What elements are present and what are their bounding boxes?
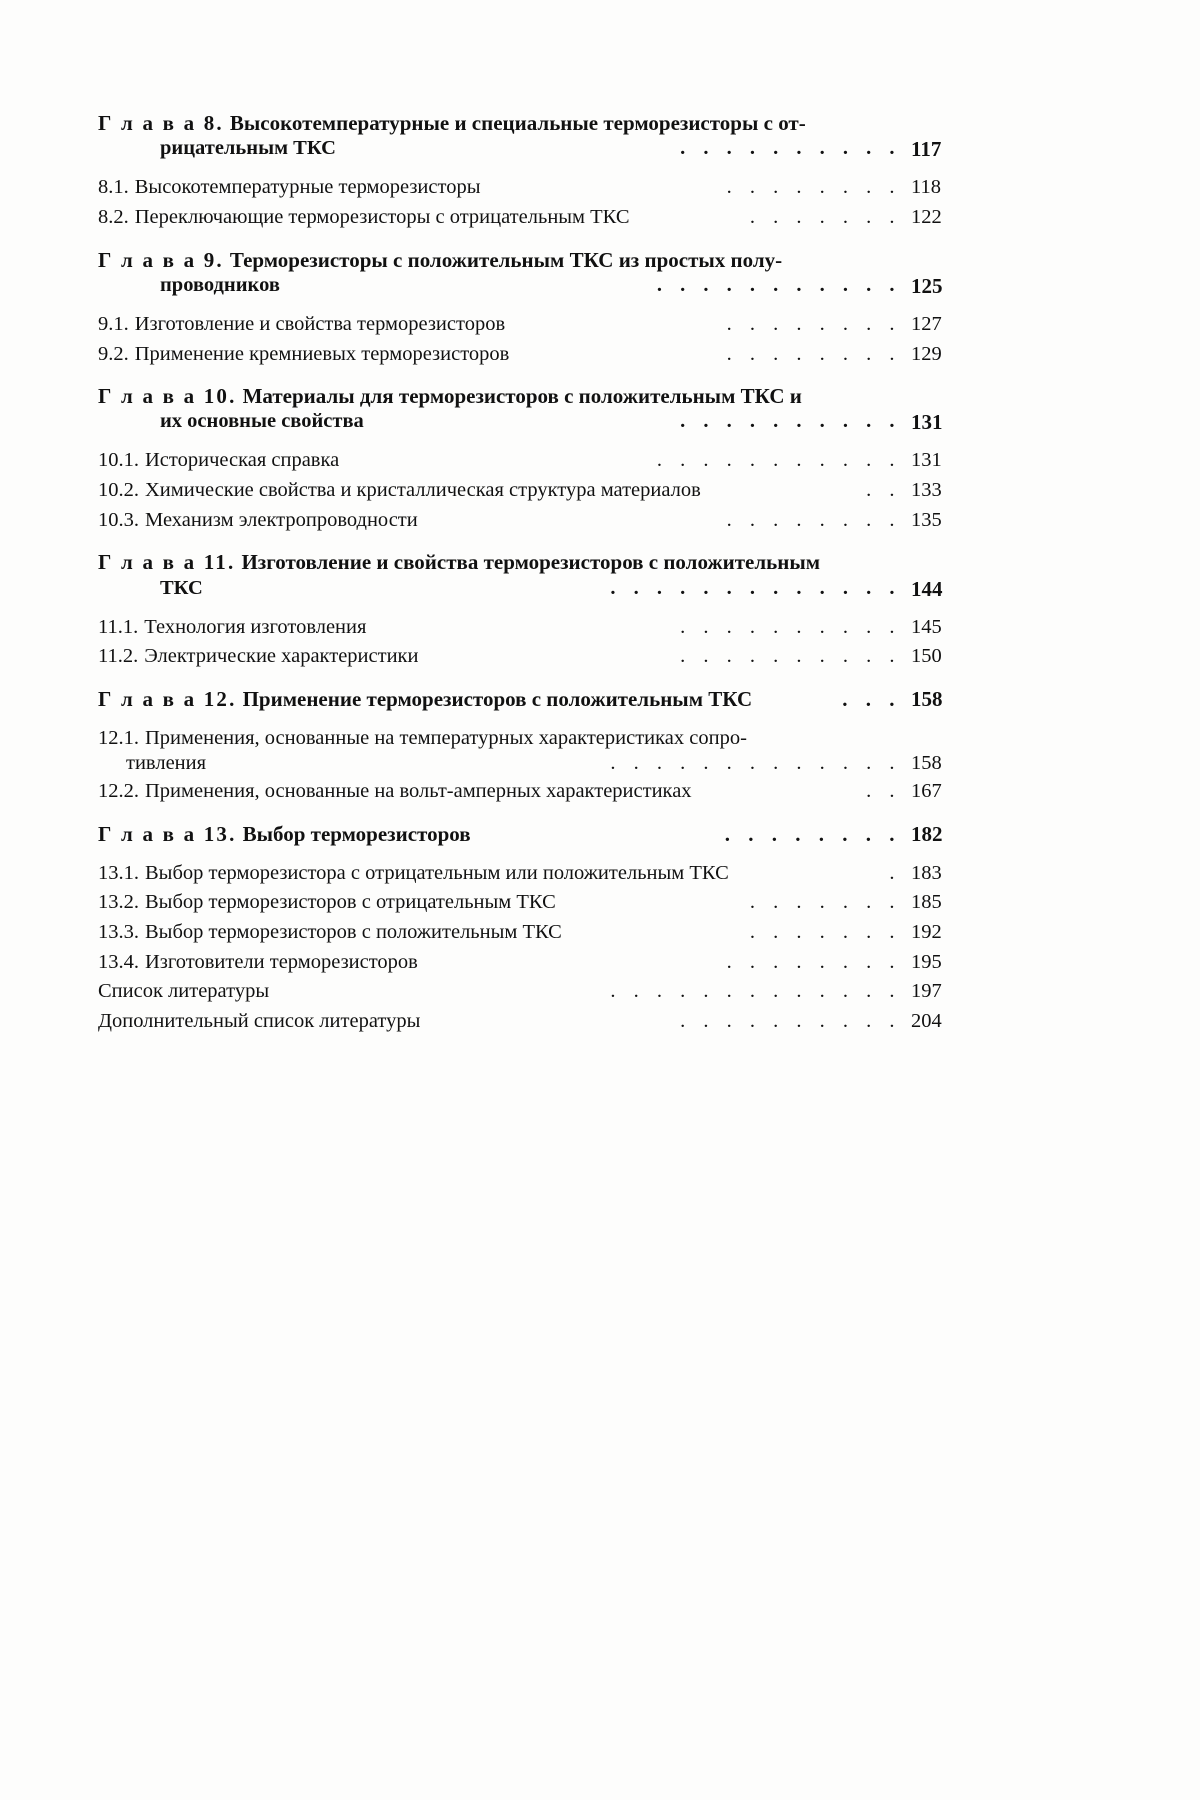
page-number: 131 xyxy=(911,410,943,435)
section-title: Выбор терморезисторов с отрицательным ТКС xyxy=(145,891,556,914)
page-number xyxy=(901,110,963,137)
toc-section-entry[interactable] xyxy=(98,614,963,641)
chapter-title-line2 xyxy=(98,410,901,435)
section-title: Изготовление и свойства терморезисторов xyxy=(134,312,506,335)
section-title: Выбор терморезисторов с положительным ТКС xyxy=(145,921,562,944)
leader-dots: . . . . . . . . xyxy=(726,950,901,973)
section-number: 11.2. xyxy=(98,645,139,668)
page-number: 167 xyxy=(911,779,942,802)
toc-section-entry[interactable] xyxy=(98,725,963,752)
page-number: 135 xyxy=(911,508,942,531)
leader-dots: . . . . . . . . . . xyxy=(680,137,901,160)
toc-section-entry[interactable] xyxy=(98,978,963,1005)
toc-section-entry[interactable] xyxy=(98,311,963,338)
page-number: 122 xyxy=(911,205,942,228)
section-title-line xyxy=(98,311,901,338)
toc-section-entry[interactable] xyxy=(98,341,963,368)
toc-section-entry[interactable] xyxy=(98,447,963,474)
toc-section-entry[interactable] xyxy=(98,949,963,976)
chapter-title-tail: ТКС xyxy=(160,576,203,599)
section-title: Применения, основанные на вольт-амперных характеристиках xyxy=(145,779,692,802)
chapter-title: Материалы для терморезисторов с положительным ТКС и xyxy=(242,384,802,409)
leader-dots: . . . . . . . . xyxy=(724,821,901,846)
chapter-title-line xyxy=(98,549,901,576)
page-number: 195 xyxy=(911,950,942,973)
leader-dots: . . . . . . . xyxy=(749,891,901,914)
toc-chapter-entry-cont[interactable] xyxy=(98,274,963,299)
page-number: 158 xyxy=(911,686,943,711)
toc-chapter-entry[interactable] xyxy=(98,686,963,713)
toc-section-entry[interactable] xyxy=(98,507,963,534)
chapter-label: Г л а в а 10. xyxy=(98,384,237,409)
toc-chapter-entry[interactable] xyxy=(98,383,963,410)
section-title-line xyxy=(98,174,901,201)
toc-section-entry[interactable] xyxy=(98,919,963,946)
chapter-title: Изготовление и свойства терморезисторов с положительным xyxy=(241,550,821,575)
page-number xyxy=(901,549,963,576)
toc-section-entry[interactable] xyxy=(98,477,963,504)
section-number: 8.1. xyxy=(98,176,129,199)
page-number: 118 xyxy=(911,176,941,199)
toc-section-entry[interactable] xyxy=(98,174,963,201)
section-title: Выбор терморезистора с отрицательным или положительным ТКС xyxy=(145,861,729,884)
page-number: 133 xyxy=(911,479,942,502)
section-title-line xyxy=(98,978,901,1005)
toc-section-entry[interactable] xyxy=(98,889,963,916)
chapter-title-line2 xyxy=(98,137,901,162)
chapter-title-line2 xyxy=(98,577,901,602)
section-title-line xyxy=(98,614,901,641)
section-number: 12.2. xyxy=(98,779,139,802)
section-title: Историческая справка xyxy=(145,449,340,472)
chapter-label: Г л а в а 13. xyxy=(98,821,237,846)
toc-chapter-entry[interactable] xyxy=(98,247,963,274)
table-of-contents xyxy=(98,110,963,1035)
page-number: 197 xyxy=(911,980,942,1003)
section-title-line xyxy=(98,778,901,805)
leader-dots: . . . xyxy=(842,686,901,711)
section-number: 13.3. xyxy=(98,921,139,944)
section-title: Дополнительный список литературы xyxy=(98,1010,421,1033)
toc-section-entry[interactable] xyxy=(98,778,963,805)
page-number xyxy=(901,383,963,410)
chapter-title: Применение терморезисторов с положительным ТКС xyxy=(242,686,753,711)
leader-dots: . xyxy=(889,861,901,884)
leader-dots: . . . . . . . . . . xyxy=(680,615,901,638)
toc-section-entry[interactable] xyxy=(98,643,963,670)
chapter-title-tail: рицательным ТКС xyxy=(160,137,336,160)
page-number: 117 xyxy=(911,137,942,162)
leader-dots: . . . . . . . . . . . . . xyxy=(610,576,901,599)
chapter-label: Г л а в а 11. xyxy=(98,550,236,575)
toc-section-entry[interactable] xyxy=(98,1008,963,1035)
chapter-title: Выбор терморезисторов xyxy=(242,821,471,846)
leader-dots: . . . . . . . xyxy=(749,921,901,944)
section-title-line xyxy=(98,341,901,368)
chapter-title-line xyxy=(98,821,901,848)
leader-dots: . . . . . . . . xyxy=(726,342,901,365)
chapter-title-line xyxy=(98,110,901,137)
page-number xyxy=(901,247,963,274)
section-title-line xyxy=(98,1008,901,1035)
toc-chapter-entry[interactable] xyxy=(98,821,963,848)
section-title: Механизм электропроводности xyxy=(145,508,418,531)
section-title-line2 xyxy=(98,752,901,775)
page-number: 192 xyxy=(911,921,942,944)
section-number: 13.1. xyxy=(98,861,139,884)
leader-dots: . . . . . . . . . . . . . xyxy=(610,980,901,1003)
leader-dots: . . . . . . . xyxy=(749,205,901,228)
page-number: 144 xyxy=(911,576,943,601)
section-title-line xyxy=(98,860,901,887)
leader-dots: . . . . . . . . xyxy=(726,312,901,335)
toc-chapter-entry-cont[interactable] xyxy=(98,137,963,162)
leader-dots: . . . . . . . . . . . xyxy=(656,449,901,472)
page-number: 185 xyxy=(911,891,942,914)
section-title: Высокотемпературные терморезисторы xyxy=(134,176,481,199)
chapter-title: Терморезисторы с положительным ТКС из простых полу- xyxy=(229,247,783,272)
page-number: 145 xyxy=(911,615,942,638)
toc-chapter-entry-cont[interactable] xyxy=(98,577,963,602)
section-title-line xyxy=(98,949,901,976)
chapter-title-line xyxy=(98,383,901,410)
section-title: Список литературы xyxy=(98,980,270,1003)
page-number: 158 xyxy=(911,751,942,774)
chapter-title-line2 xyxy=(98,274,901,299)
chapter-title: Высокотемпературные и специальные терморезисторы с от- xyxy=(229,111,806,135)
toc-chapter-entry[interactable] xyxy=(98,110,963,137)
chapter-title-line xyxy=(98,686,901,713)
section-number: 13.2. xyxy=(98,891,139,914)
section-title-line xyxy=(98,477,901,504)
section-title-line xyxy=(98,447,901,474)
section-title-line xyxy=(98,725,901,752)
leader-dots: . . . . . . . . xyxy=(726,176,901,199)
section-title-line xyxy=(98,507,901,534)
section-title: Технология изготовления xyxy=(144,615,367,638)
leader-dots: . . . . . . . . . . xyxy=(680,1010,901,1033)
toc-chapter-entry-cont[interactable] xyxy=(98,410,963,435)
page-number: 127 xyxy=(911,312,942,335)
toc-section-entry[interactable] xyxy=(98,860,963,887)
leader-dots: . . . . . . . . . . xyxy=(680,645,901,668)
leader-dots: . . . . . . . . . . . . . xyxy=(610,751,901,774)
section-title-tail: тивления xyxy=(126,751,207,774)
section-title: Применения, основанные на температурных характеристиках сопро- xyxy=(145,727,747,750)
section-number: 9.2. xyxy=(98,342,129,365)
page-number: 150 xyxy=(911,645,942,668)
page-number: 129 xyxy=(911,342,942,365)
section-title: Переключающие терморезисторы с отрицательным ТКС xyxy=(134,205,630,228)
section-number: 10.1. xyxy=(98,449,139,472)
chapter-label: Г л а в а 12. xyxy=(98,686,237,711)
leader-dots: . . . . . . . . . . . xyxy=(656,273,901,296)
leader-dots: . . xyxy=(866,779,901,802)
section-title-line xyxy=(98,919,901,946)
page-number: 182 xyxy=(911,821,943,846)
section-title: Применение кремниевых терморезисторов xyxy=(134,342,510,365)
chapter-title-tail: проводников xyxy=(160,273,280,296)
leader-dots: . . xyxy=(866,479,901,502)
section-number: 10.2. xyxy=(98,479,139,502)
page-number xyxy=(901,725,963,752)
section-title: Электрические характеристики xyxy=(144,645,419,668)
chapter-title-tail: их основные свойства xyxy=(160,410,364,433)
page-number: 183 xyxy=(911,861,942,884)
page-number: 125 xyxy=(911,273,943,298)
page-number: 131 xyxy=(911,449,942,472)
section-number: 13.4. xyxy=(98,950,139,973)
leader-dots: . . . . . . . . . . xyxy=(680,410,901,433)
section-number: 9.1. xyxy=(98,312,129,335)
section-title-line xyxy=(98,889,901,916)
toc-section-entry-cont[interactable] xyxy=(98,752,963,775)
toc-chapter-entry[interactable] xyxy=(98,549,963,576)
toc-section-entry[interactable] xyxy=(98,204,963,231)
section-title: Изготовители терморезисторов xyxy=(145,950,418,973)
section-title-line xyxy=(98,643,901,670)
section-number: 8.2. xyxy=(98,205,129,228)
section-title-line xyxy=(98,204,901,231)
section-number: 11.1. xyxy=(98,615,139,638)
section-number: 12.1. xyxy=(98,727,139,750)
section-title: Химические свойства и кристаллическая структура материалов xyxy=(145,479,701,502)
section-number: 10.3. xyxy=(98,508,139,531)
chapter-label: Г л а в а 8. xyxy=(98,111,224,135)
page-number: 204 xyxy=(911,1010,942,1033)
leader-dots: . . . . . . . . xyxy=(726,508,901,531)
chapter-title-line xyxy=(98,247,901,274)
chapter-label: Г л а в а 9. xyxy=(98,247,224,272)
